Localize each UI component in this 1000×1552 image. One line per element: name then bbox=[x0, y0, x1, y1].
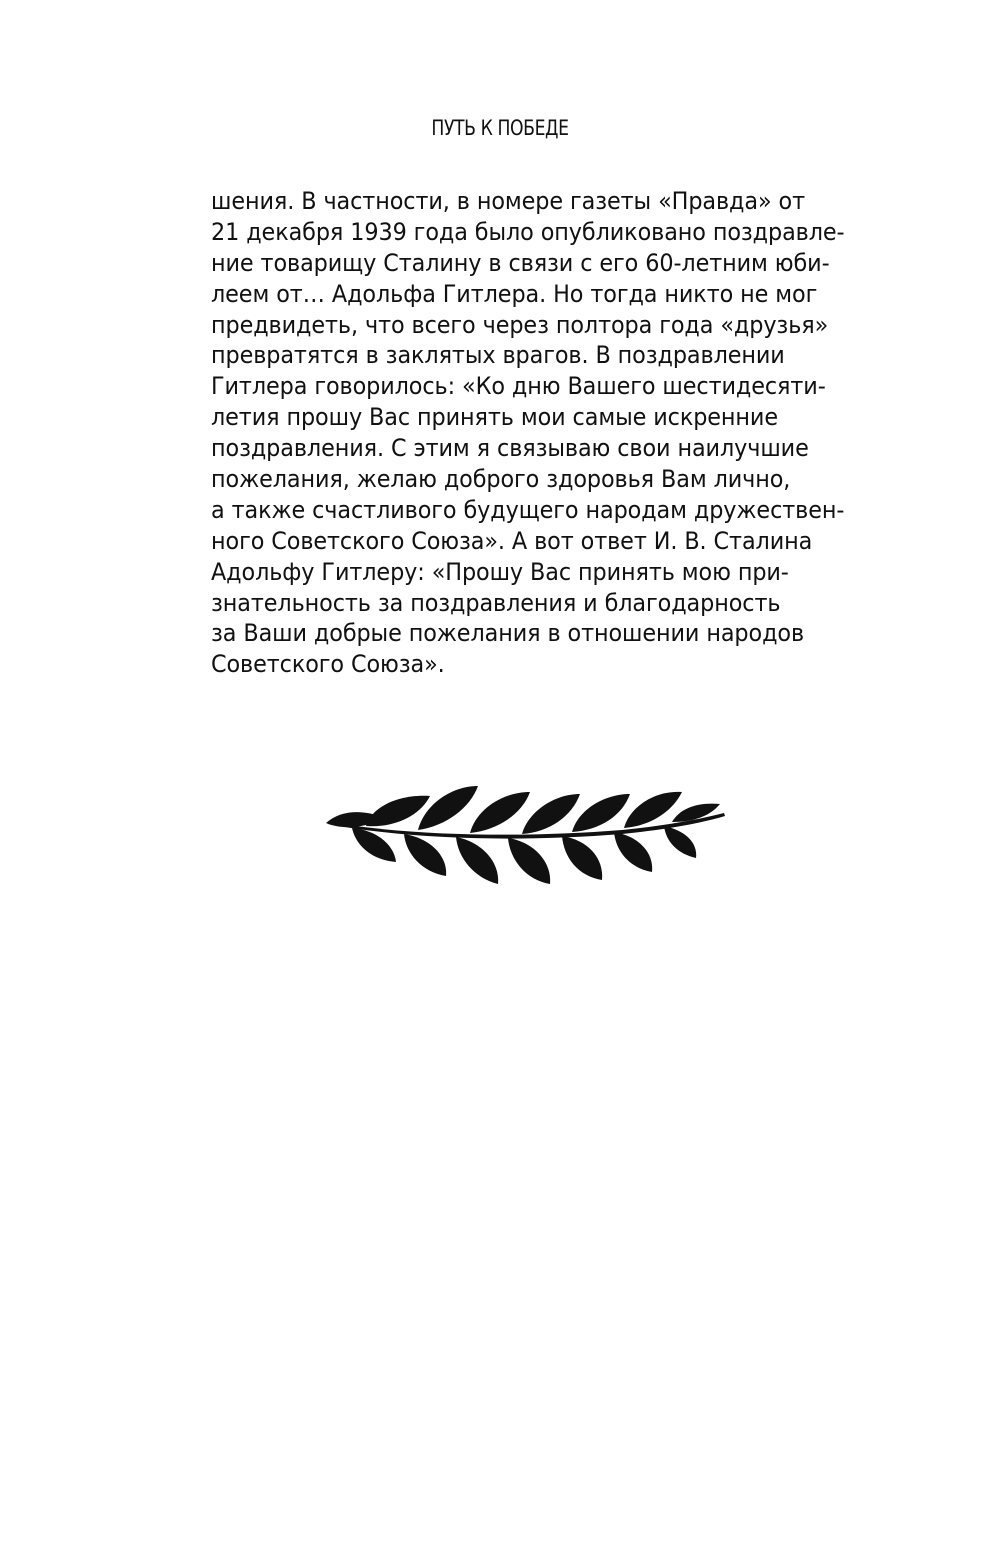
text-line: превратятся в заклятых врагов. В поздравлении bbox=[211, 341, 785, 370]
text-line: ние товарищу Сталину в связи с его 60-летним юби- bbox=[211, 248, 830, 277]
text-line: а также счастливого будущего народам дружествен- bbox=[211, 495, 845, 524]
text-line: шения. В частности, в номере газеты «Правда» от bbox=[211, 187, 806, 215]
text-line: знательность за поздравления и благодарность bbox=[211, 588, 781, 617]
text-line: Адольфу Гитлеру: «Прошу Вас принять мою при- bbox=[211, 557, 789, 586]
text-line: Гитлера говорилось: «Ко дню Вашего шестидесяти- bbox=[211, 372, 826, 401]
text-line: ного Советского Союза». А вот ответ И. В. Сталина bbox=[211, 526, 813, 555]
running-head: ПУТЬ К ПОБЕДЕ bbox=[431, 116, 569, 140]
text-line: предвидеть, что всего через полтора года «друзья» bbox=[211, 310, 829, 339]
text-line: летия прошу Вас принять мои самые искренние bbox=[211, 403, 778, 432]
body-text bbox=[211, 186, 851, 680]
text-line: поздравления. С этим я связываю свои наилучшие bbox=[211, 434, 809, 463]
text-line: леем от… Адольфа Гитлера. Но тогда никто не мог bbox=[211, 279, 818, 308]
laurel-branch-icon bbox=[322, 780, 728, 890]
text-line: 21 декабря 1939 года было опубликовано поздравле- bbox=[211, 217, 845, 246]
text-line: пожелания, желаю доброго здоровья Вам лично, bbox=[211, 465, 791, 494]
text-line: Советского Союза». bbox=[211, 650, 445, 679]
text-line: за Ваши добрые пожелания в отношении народов bbox=[211, 619, 805, 648]
